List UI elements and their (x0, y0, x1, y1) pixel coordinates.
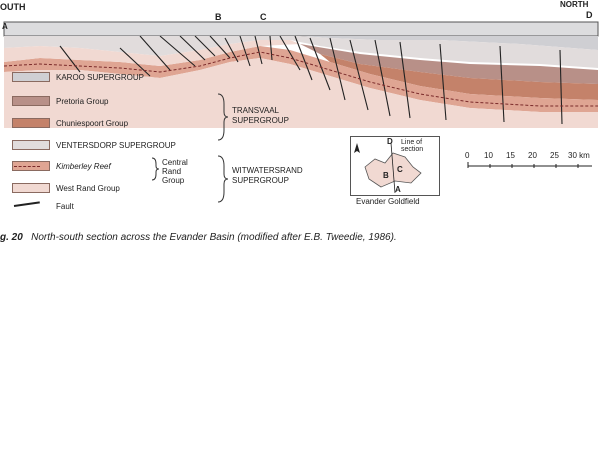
inset-title: Evander Goldfield (356, 197, 420, 206)
scale-tick-0: 0 (465, 151, 470, 160)
figure-number: g. 20 (0, 232, 23, 243)
section-point-d: D (586, 10, 593, 20)
south-label: OUTH (0, 2, 26, 12)
legend-label-karoo: KAROO SUPERGROUP (56, 73, 145, 82)
scale-bar (466, 160, 596, 176)
figure-caption (0, 232, 397, 243)
legend-label-west-rand: West Rand Group (56, 184, 120, 193)
inset-point-c: C (397, 165, 403, 174)
section-point-c: C (260, 12, 267, 22)
north-label: NORTH (560, 0, 589, 9)
inset-line-of-section: Line of section (401, 139, 424, 153)
legend-swatch-karoo (12, 72, 50, 82)
legend-label-chuniespoort: Chuniespoort Group (56, 119, 129, 128)
legend-label-pretoria: Pretoria Group (56, 97, 109, 106)
scale-tick-20: 20 (528, 151, 537, 160)
scale-tick-30: 30 km (568, 151, 590, 160)
scale-tick-10: 10 (484, 151, 493, 160)
figure-caption-text: North-south section across the Evander Basin (modified after E.B. Tweedie, 1986). (31, 232, 397, 243)
legend-label-ventersdorp: VENTERSDORP SUPERGROUP (56, 141, 176, 150)
section-point-b: B (215, 12, 222, 22)
legend-swatch-ventersdorp (12, 140, 50, 150)
legend-label-fault: Fault (56, 202, 74, 211)
legend-swatch-pretoria (12, 96, 50, 106)
legend-kimberley-dash (14, 166, 40, 167)
inset-point-a: A (395, 185, 401, 194)
witwatersrand-label: WITWATERSRAND SUPERGROUP (232, 166, 303, 185)
section-point-a: A (2, 22, 8, 31)
surface-band (4, 22, 598, 36)
brace-central-rand (150, 156, 160, 182)
north-arrow-icon (354, 143, 360, 153)
scale-tick-15: 15 (506, 151, 515, 160)
cross-section (0, 0, 602, 130)
legend-swatch-chuniespoort (12, 118, 50, 128)
brace-transvaal (216, 92, 230, 142)
inset-point-b: B (383, 171, 389, 180)
transvaal-label: TRANSVAAL SUPERGROUP (232, 106, 289, 125)
inset-map (350, 136, 440, 196)
scale-tick-25: 25 (550, 151, 559, 160)
inset-point-d: D (387, 137, 393, 146)
legend-fault-symbol (14, 201, 40, 207)
brace-witwatersrand (216, 154, 230, 204)
legend-label-kimberley: Kimberley Reef (56, 162, 111, 171)
legend-swatch-west-rand (12, 183, 50, 193)
central-rand-label: Central Rand Group (162, 158, 188, 185)
